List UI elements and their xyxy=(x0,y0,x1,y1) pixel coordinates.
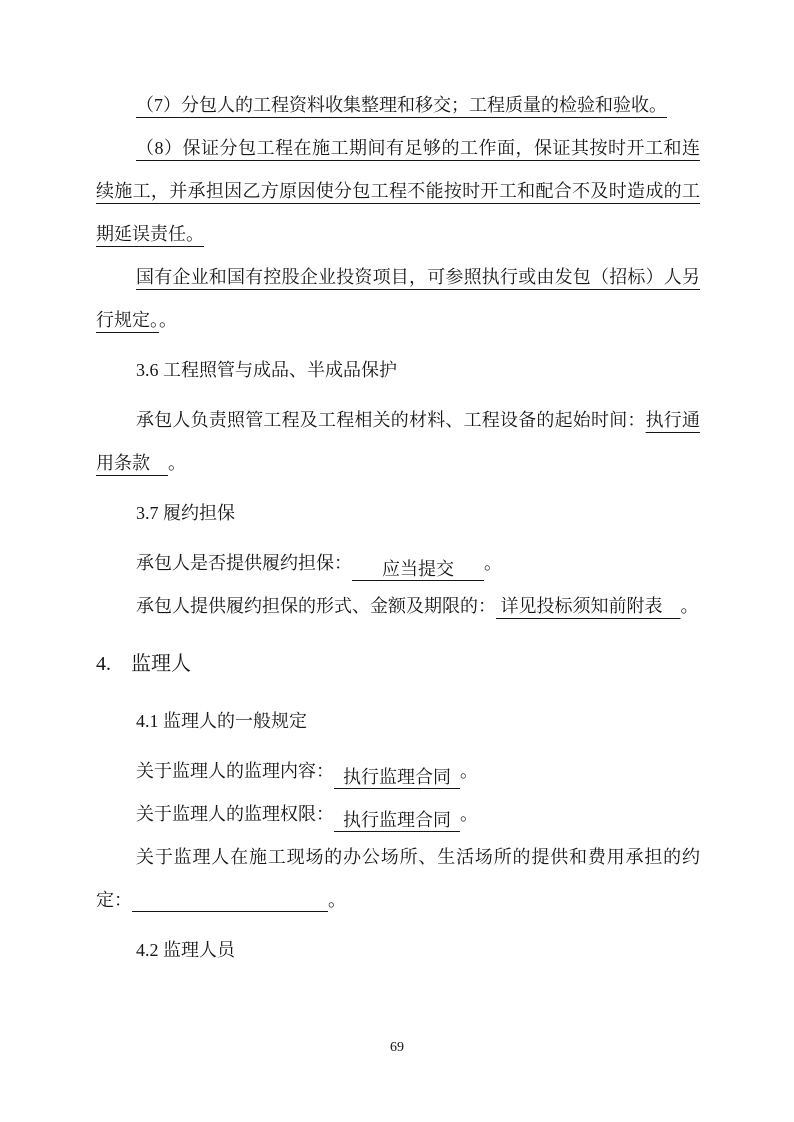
form-blank xyxy=(132,888,328,912)
text-run: 承包人提供履约担保的形式、金额及期限的： xyxy=(136,596,496,616)
form-blank: 应当提交 xyxy=(352,557,484,581)
section-heading xyxy=(96,929,700,972)
text-run: 。 xyxy=(328,890,346,910)
document-body xyxy=(96,84,700,972)
chapter-heading xyxy=(96,643,700,686)
paragraph xyxy=(96,127,700,256)
paragraph xyxy=(96,750,700,793)
text-run: 承包人负责照管工程及工程相关的材料、工程设备的起始时间： xyxy=(136,410,646,430)
text-run: 。 xyxy=(484,553,502,573)
section-heading xyxy=(96,492,700,535)
paragraph xyxy=(96,256,700,342)
text-run: 4. 监理人 xyxy=(96,653,191,675)
paragraph xyxy=(96,84,700,127)
underlined-text: （8）保证分包工程在施工期间有足够的工作面，保证其按时开工和连续施工，并承担因乙方原因使分包工程不能按时开工和配合不及时造成的工期延误责任。 xyxy=(96,138,700,244)
form-blank: 执行监理合同 xyxy=(334,808,460,832)
text-run: 。 xyxy=(460,761,478,781)
text-run: 3.7 履约担保 xyxy=(136,503,235,523)
paragraph xyxy=(96,542,700,585)
underlined-text: 详见投标须知前附表 xyxy=(496,596,681,616)
underlined-text: 国有企业和国有控股企业投资项目，可参照执行或由发包（招标）人另行规定。 xyxy=(96,267,700,330)
text-run: 3.6 工程照管与成品、半成品保护 xyxy=(136,360,397,380)
text-run: 。 xyxy=(460,804,478,824)
text-run: 关于监理人的监理内容： xyxy=(136,761,334,781)
paragraph xyxy=(96,793,700,836)
text-run: 。 xyxy=(168,453,186,473)
paragraph xyxy=(96,399,700,485)
section-heading xyxy=(96,349,700,392)
text-run: 。 xyxy=(159,310,177,330)
paragraph xyxy=(96,836,700,922)
text-run: 4.1 监理人的一般规定 xyxy=(136,711,307,731)
form-blank: 执行监理合同 xyxy=(334,765,460,789)
text-run: 关于监理人在施工现场的办公场所、生活场所的提供和费用承担的约定： xyxy=(96,847,700,910)
text-run: 承包人是否提供履约担保： xyxy=(136,553,352,573)
section-heading xyxy=(96,700,700,743)
text-run: 4.2 监理人员 xyxy=(136,940,235,960)
underlined-text: 执行通用条款 xyxy=(96,410,701,473)
paragraph xyxy=(96,585,700,628)
page-number: 69 xyxy=(390,1040,404,1055)
text-run: 关于监理人的监理权限： xyxy=(136,804,334,824)
underlined-text: （7）分包人的工程资料收集整理和移交；工程质量的检验和验收。 xyxy=(136,95,667,115)
text-run: 。 xyxy=(680,596,699,616)
